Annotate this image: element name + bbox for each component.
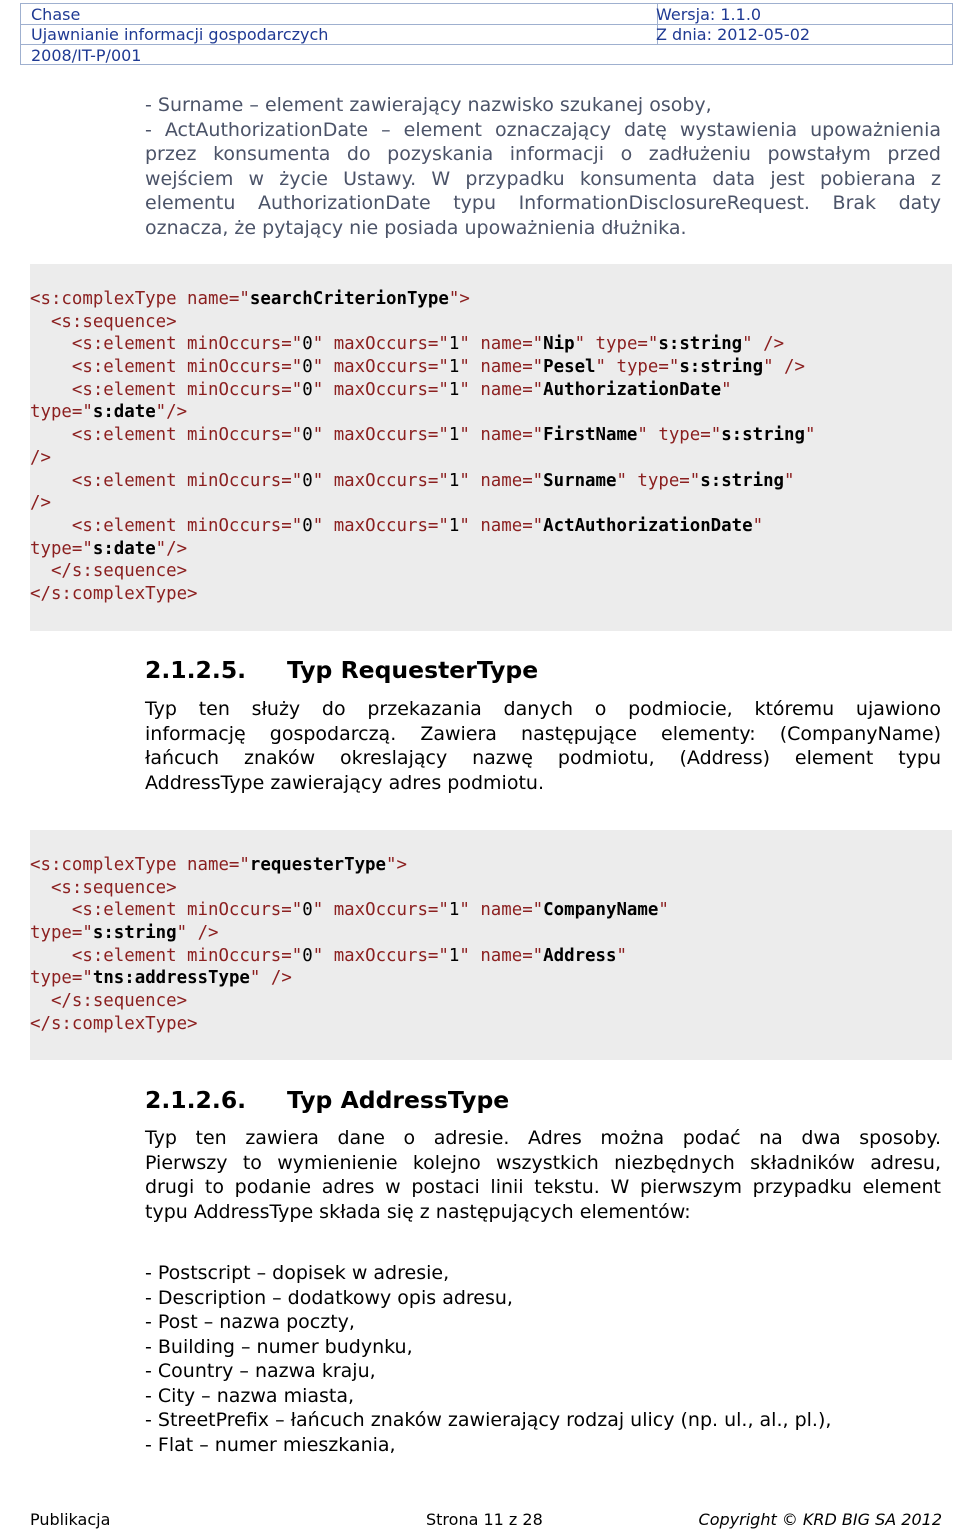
code-line: </s:complexType> [30,1013,198,1034]
address-element-list [145,1261,941,1457]
section-line: drugi to podanie adres w postaci linii tekstu. W pierwszym przypadku element [145,1176,941,1198]
intro-line: - ActAuthorizationDate – element oznaczający datę wystawienia upoważnienia [145,118,941,141]
code-line: <s:element minOccurs="0" maxOccurs="1" name="Pesel" type="s:string" /> [30,357,805,378]
footer-publication: Publikacja [30,1510,111,1529]
intro-list [145,93,941,240]
intro-line: - Surname – element zawierający nazwisko szukanej osoby, [145,94,712,116]
intro-line: wejściem w życie Ustawy. W przypadku konsumenta data jest pobierana z [145,167,941,190]
section-line: Typ ten służy do przekazania danych o podmiocie, któremu ujawiono [145,698,941,720]
section-heading-requester [145,656,538,684]
intro-line: elementu AuthorizationDate typu InformationDisclosureRequest. Brak daty [145,192,941,214]
code-line: <s:complexType name="requesterType"> [30,855,407,875]
section-line: Typ ten zawiera dane o adresie. Adres można podać na dwa sposoby. [145,1127,941,1149]
section-line: Pierwszy to wymienienie kolejno wszystkich niezbędnych składników adresu, [145,1151,941,1174]
section-title: Typ RequesterType [287,656,539,684]
page-header [20,3,953,65]
header-date: Z dnia: 2012-05-02 [656,25,811,44]
code-line: <s:element minOccurs="0" maxOccurs="1" name="Address" [30,945,627,966]
header-version: Wersja: 1.1.0 [656,5,762,24]
list-item: - Country – nazwa kraju, [145,1360,376,1382]
code-line: type="s:string" /> [30,923,219,944]
code-line: <s:complexType name="searchCriterionType"> [30,289,470,309]
footer-copyright: Copyright © KRD BIG SA 2012 [698,1510,942,1529]
code-line: <s:element minOccurs="0" maxOccurs="1" name="Nip" type="s:string" /> [30,334,785,355]
header-project: Ujawnianie informacji gospodarczych [31,25,329,44]
intro-line: oznacza, że pytający nie posiada upoważnienia dłużnika. [145,216,687,239]
section-number: 2.1.2.6. [145,1086,247,1114]
code-line: <s:element minOccurs="0" maxOccurs="1" name="ActAuthorizationDate" [30,515,764,536]
section-title: Typ AddressType [287,1086,510,1114]
section-line: typu AddressType składa się z następujących elementów: [145,1200,691,1223]
list-item: - City – nazwa miasta, [145,1384,355,1407]
section-line: AddressType zawierający adres podmiotu. [145,771,544,794]
section-line: łańcuch znaków okreslający nazwę podmiotu, (Address) element typu [145,747,941,769]
list-item: - Building – numer budynku, [145,1335,413,1358]
footer-page-number: Strona 11 z 28 [426,1510,543,1529]
code-line: type="tns:addressType" /> [30,968,292,989]
list-item: - Description – dodatkowy opis adresu, [145,1286,513,1309]
list-item: - Post – nazwa poczty, [145,1311,355,1333]
code-block-search-criterion [30,264,952,631]
list-item: - StreetPrefix – łańcuch znaków zawierający rodzaj ulicy (np. ul., al., pl.), [145,1409,832,1431]
code-line: </s:sequence> [30,991,188,1012]
header-code: 2008/IT-P/001 [31,46,142,65]
list-item: - Postscript – dopisek w adresie, [145,1262,450,1284]
section-heading-address [145,1086,509,1114]
code-line: <s:element minOccurs="0" maxOccurs="1" name="Surname" type="s:string" [30,470,795,491]
code-line: <s:element minOccurs="0" maxOccurs="1" name="CompanyName" [30,900,669,921]
code-line: <s:element minOccurs="0" maxOccurs="1" name="AuthorizationDate" [30,379,732,400]
intro-line: przez konsumenta do pozyskania informacji o zadłużeniu powstałym przed [145,143,941,165]
code-block-requester-type [30,830,952,1060]
code-line: <s:sequence> [30,877,177,898]
list-item: - Flat – numer mieszkania, [145,1433,396,1456]
code-line: /> [30,493,51,514]
code-line: </s:sequence> [30,561,188,582]
section-line: informację gospodarczą. Zawiera następujące elementy: (CompanyName) [145,722,941,745]
code-line: type="s:date"/> [30,402,188,423]
code-line: </s:complexType> [30,583,198,604]
section-text-address [145,1126,941,1224]
section-text-requester [145,697,941,795]
code-line: <s:sequence> [30,311,177,332]
code-line: /> [30,447,51,468]
section-number: 2.1.2.5. [145,656,247,684]
code-line: <s:element minOccurs="0" maxOccurs="1" name="FirstName" type="s:string" [30,425,816,446]
page-footer [30,1510,942,1532]
code-line: type="s:date"/> [30,538,188,559]
header-company: Chase [31,5,81,24]
